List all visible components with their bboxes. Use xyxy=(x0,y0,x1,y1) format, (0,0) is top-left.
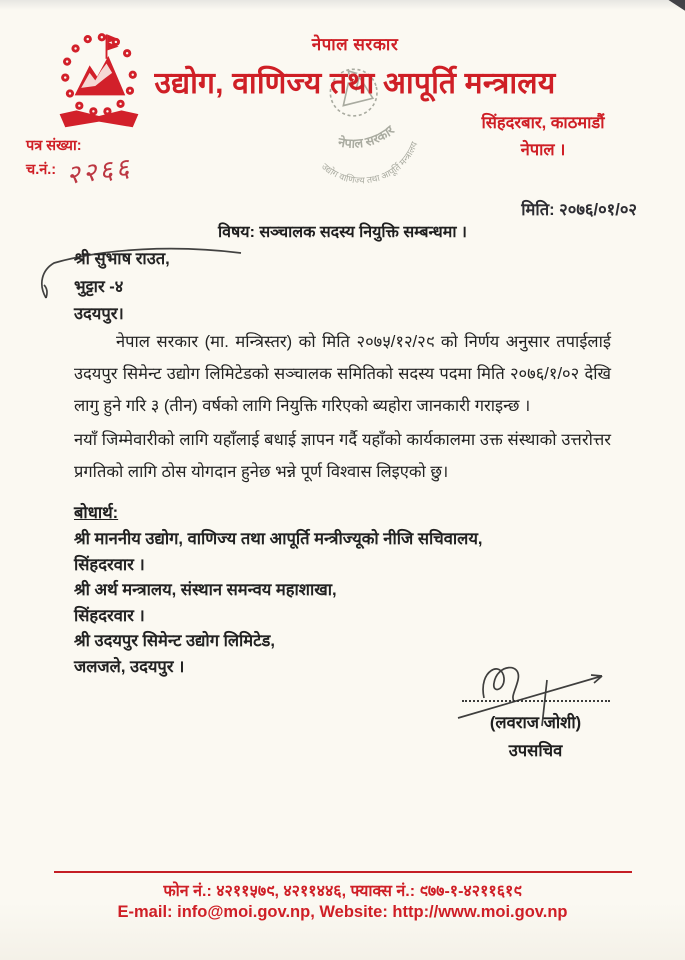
subject-line: विषय: सञ्चालक सदस्य नियुक्ति सम्बन्धमा । xyxy=(218,224,467,241)
letter-date: मिति: २०७६/०१/०२ xyxy=(521,201,637,219)
handwritten-ref-number: २२६६ xyxy=(64,153,134,191)
footer-divider xyxy=(54,871,632,873)
cc-list xyxy=(74,527,483,680)
body-paragraph-1: नेपाल सरकार (मा. मन्त्रिस्तर) को मिति २०७५/१२/२९ को निर्णय अनुसार तपाईलाई उदयपुर सिमेन्ट उद्योग लिमिटेडको सञ्चालक समितिको सदस्य पदमा मिति २०७६/१/०२ देखि लागु हुने गरि ३ (तीन) वर्षको लागि नियुक्ति गरिएको ब्यहोरा जानकारी गराइन्छ । xyxy=(74,333,611,415)
body-paragraph-2: नयाँ जिम्मेवारीको लागि यहाँलाई बधाई ज्ञापन गर्दै यहाँको कार्यकालमा उक्त संस्थाको उत्तरोत्तर प्रगतिको लागि ठोस योगदान हुनेछ भन्ने पूर्ण विश्वास लिइएको छु। xyxy=(74,431,611,481)
recipient-address-line1: भुट्टार -४ xyxy=(74,277,124,296)
recipient-name: श्री सुभाष राउत, xyxy=(74,250,170,268)
office-address-line1: सिंहदरबार, काठमाडौं xyxy=(481,114,605,132)
stamp-text-ministry: उद्योग वाणिज्य तथा आपूर्ति मन्त्रालय xyxy=(319,140,420,186)
letter-number-label: पत्र संख्या: xyxy=(26,138,82,154)
office-address-line2: नेपाल । xyxy=(520,141,566,159)
cc-item: सिंहदरवार । xyxy=(74,606,145,625)
office-address xyxy=(443,110,643,164)
footer-phone-line: फोन नं.: ४२११५७९, ४२११४४६, फ्याक्स नं.: ९७७-१-४२११६१९ xyxy=(163,883,522,900)
signatory-title: उपसचिव xyxy=(508,742,563,760)
ref-number-label: च.नं.: xyxy=(26,162,57,178)
handwritten-signature xyxy=(452,652,617,730)
signatory-name: (लवराज जोशी) xyxy=(489,714,582,732)
handwritten-tick-mark xyxy=(36,240,251,306)
letterhead-center xyxy=(120,32,590,102)
scan-corner-artifact xyxy=(661,0,685,11)
cc-item: श्री माननीय उद्योग, वाणिज्य तथा आपूर्ति मन्त्रीज्यूको नीजि सचिवालय, xyxy=(74,530,483,548)
stamp-text-government: नेपाल सरकार xyxy=(336,123,397,151)
government-title: नेपाल सरकार xyxy=(311,35,399,54)
cc-item: श्री उदयपुर सिमेन्ट उद्योग लिमिटेड, xyxy=(74,632,275,650)
cc-item: श्री अर्थ मन्त्रालय, संस्थान समन्वय महाशाखा, xyxy=(74,581,337,599)
ministry-title: उद्योग, वाणिज्य तथा आपूर्ति मन्त्रालय xyxy=(154,67,556,100)
cc-item: जलजले, उदयपुर । xyxy=(74,657,185,676)
footer-email-line: E-mail: info@moi.gov.np, Website: http://www.moi.gov.np xyxy=(117,903,568,921)
cc-heading: बोधार्थ: xyxy=(74,504,119,522)
cc-item: सिंहदरवार । xyxy=(74,555,145,574)
recipient-address-line2: उदयपुर। xyxy=(74,305,124,323)
